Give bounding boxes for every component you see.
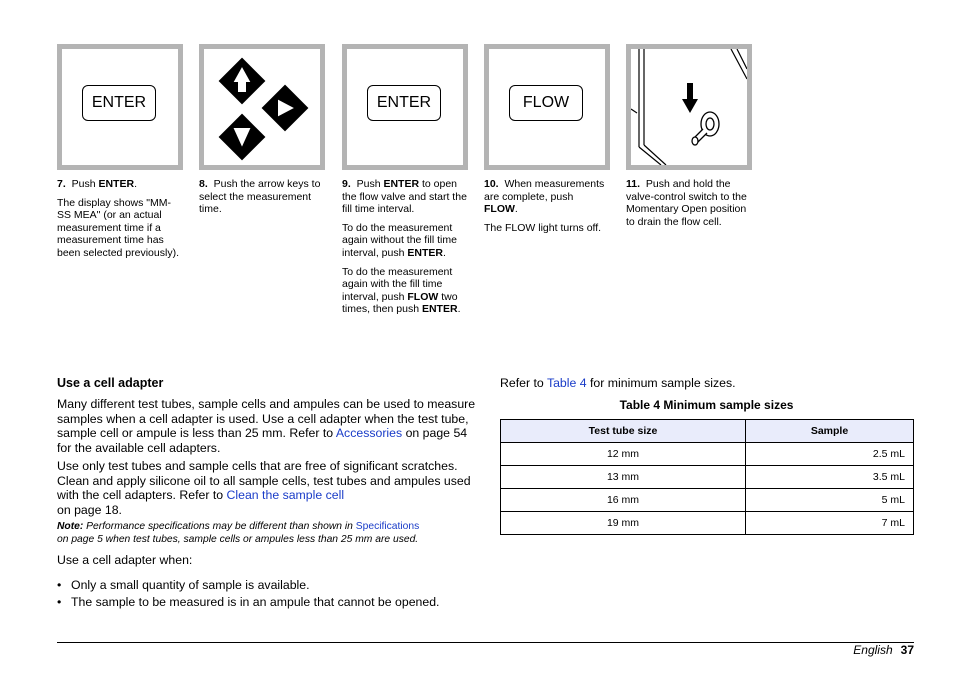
step-detail: The FLOW light turns off. [484,221,602,234]
step-text: Push the arrow keys to select the measurement time. [199,178,321,216]
step-text-end: . [134,178,137,190]
valve-switch-illustration [626,44,752,170]
refer-text [500,376,736,390]
table-caption: Table 4 Minimum sample sizes [619,398,794,412]
list-item-text: Only a small quantity of sample is available. [71,578,310,592]
valve-switch-icon [631,49,747,165]
step-detail-mid: two times, then push [342,290,458,316]
table-cell: 13 mm [501,466,746,489]
list-item: • The sample to be measured is in an ampule that cannot be opened. [57,595,440,609]
specifications-link[interactable]: Specifications [355,521,420,532]
step-text-end: to open the flow valve and start the fill time interval. [342,178,467,216]
enter-key: ENTER [82,85,156,121]
note [57,521,477,546]
step-detail-2 [342,266,467,316]
paragraph-text: Many different test tubes, sample cells and ampules can be used to measure samples when a cell adapter is used. Use a cell adapter when the test tube, sample cell or ampule is less than 25 mm. Refer to [57,397,476,440]
step-8 [199,178,324,222]
table-4-link[interactable]: Table 4 [546,376,587,390]
bullet-list [57,578,439,612]
paragraph-text-end: on page 18. [57,502,122,517]
step-key-name: ENTER [407,246,443,259]
page-number: 37 [900,643,914,657]
step-7 [57,178,182,266]
table-row [501,489,914,512]
step-detail-text: To do the measurement again without the fill time interval, push [342,221,457,259]
table-cell: 2.5 mL [746,443,914,466]
paragraph-2 [57,459,477,517]
step-key-name: FLOW [484,203,515,216]
column-header: Test tube size [501,420,746,443]
arrow-keys-icon [204,49,320,165]
paragraph-3: Use a cell adapter when: [57,553,193,567]
note-text-end: on page 5 when test tubes, sample cells or ampules less than 25 mm are used. [57,533,419,545]
step-text-end: . [514,203,518,216]
list-item-text: The sample to be measured is in an ampule that cannot be opened. [71,595,440,609]
step-9 [342,178,467,322]
table-cell: 19 mm [501,512,746,535]
accessories-link[interactable]: Accessories [335,426,403,440]
footer-rule [57,642,914,643]
footer-language: English [853,643,893,657]
step-text: Push and hold the valve-control switch to the Momentary Open position to drain the flow cell. [626,178,747,228]
table-cell: 7 mL [746,512,914,535]
enter-key: ENTER [367,85,441,121]
paragraph-1 [57,397,477,455]
flow-key-illustration [484,44,610,170]
enter-key-illustration [57,44,183,170]
arrow-keys-illustration [199,44,325,170]
step-number: 9. [342,178,351,190]
step-key-name: ENTER [98,178,135,190]
table-row [501,512,914,535]
table-cell: 5 mL [746,489,914,512]
enter-key-illustration-2 [342,44,468,170]
step-detail-end: . [442,246,446,259]
column-header: Sample [746,420,914,443]
step-text: Push [356,178,384,190]
paragraph-text: Use only test tubes and sample cells that are free of significant scratches. Clean and apply silicone oil to all sample cells, test tubes and ampules used with the cell adapters. Refer to [57,459,471,502]
step-number: 11. [626,178,641,190]
table-header-row [501,420,914,443]
step-key-name: FLOW [407,290,439,303]
clean-sample-cell-link[interactable]: Clean the sample cell [226,488,345,502]
section-heading: Use a cell adapter [57,376,164,390]
paragraph-text-end: on page 54 for the available cell adapters. [57,426,468,455]
step-number: 10. [484,178,499,190]
step-10 [484,178,606,240]
list-item: • Only a small quantity of sample is available. [57,578,310,592]
step-detail-end: . [457,303,461,316]
step-detail: The display shows "MM-SS MEA" (or an actual measurement time if a measurement time has been selected previously). [57,196,179,259]
min-sample-table [500,419,914,535]
table-cell: 12 mm [501,443,746,466]
note-label: Note: [57,521,84,532]
table-row [501,443,914,466]
page-footer [853,643,914,657]
table-cell: 16 mm [501,489,746,512]
step-number: 8. [199,178,208,190]
step-11 [626,178,748,234]
refer-text-end: for minimum sample sizes. [586,376,736,390]
note-text: Performance specifications may be different than shown in [83,521,356,532]
table-row [501,466,914,489]
step-key-name: ENTER [421,303,458,316]
table-cell: 3.5 mL [746,466,914,489]
flow-key: FLOW [509,85,583,121]
step-detail [342,222,467,260]
step-text: When measurements are complete, push [484,178,605,203]
step-number: 7. [57,178,66,190]
refer-text-start: Refer to [500,376,547,390]
step-detail-text: To do the measurement again with the fill time interval, push [342,265,453,303]
step-key-name: ENTER [383,178,420,190]
step-text: Push [71,178,99,190]
